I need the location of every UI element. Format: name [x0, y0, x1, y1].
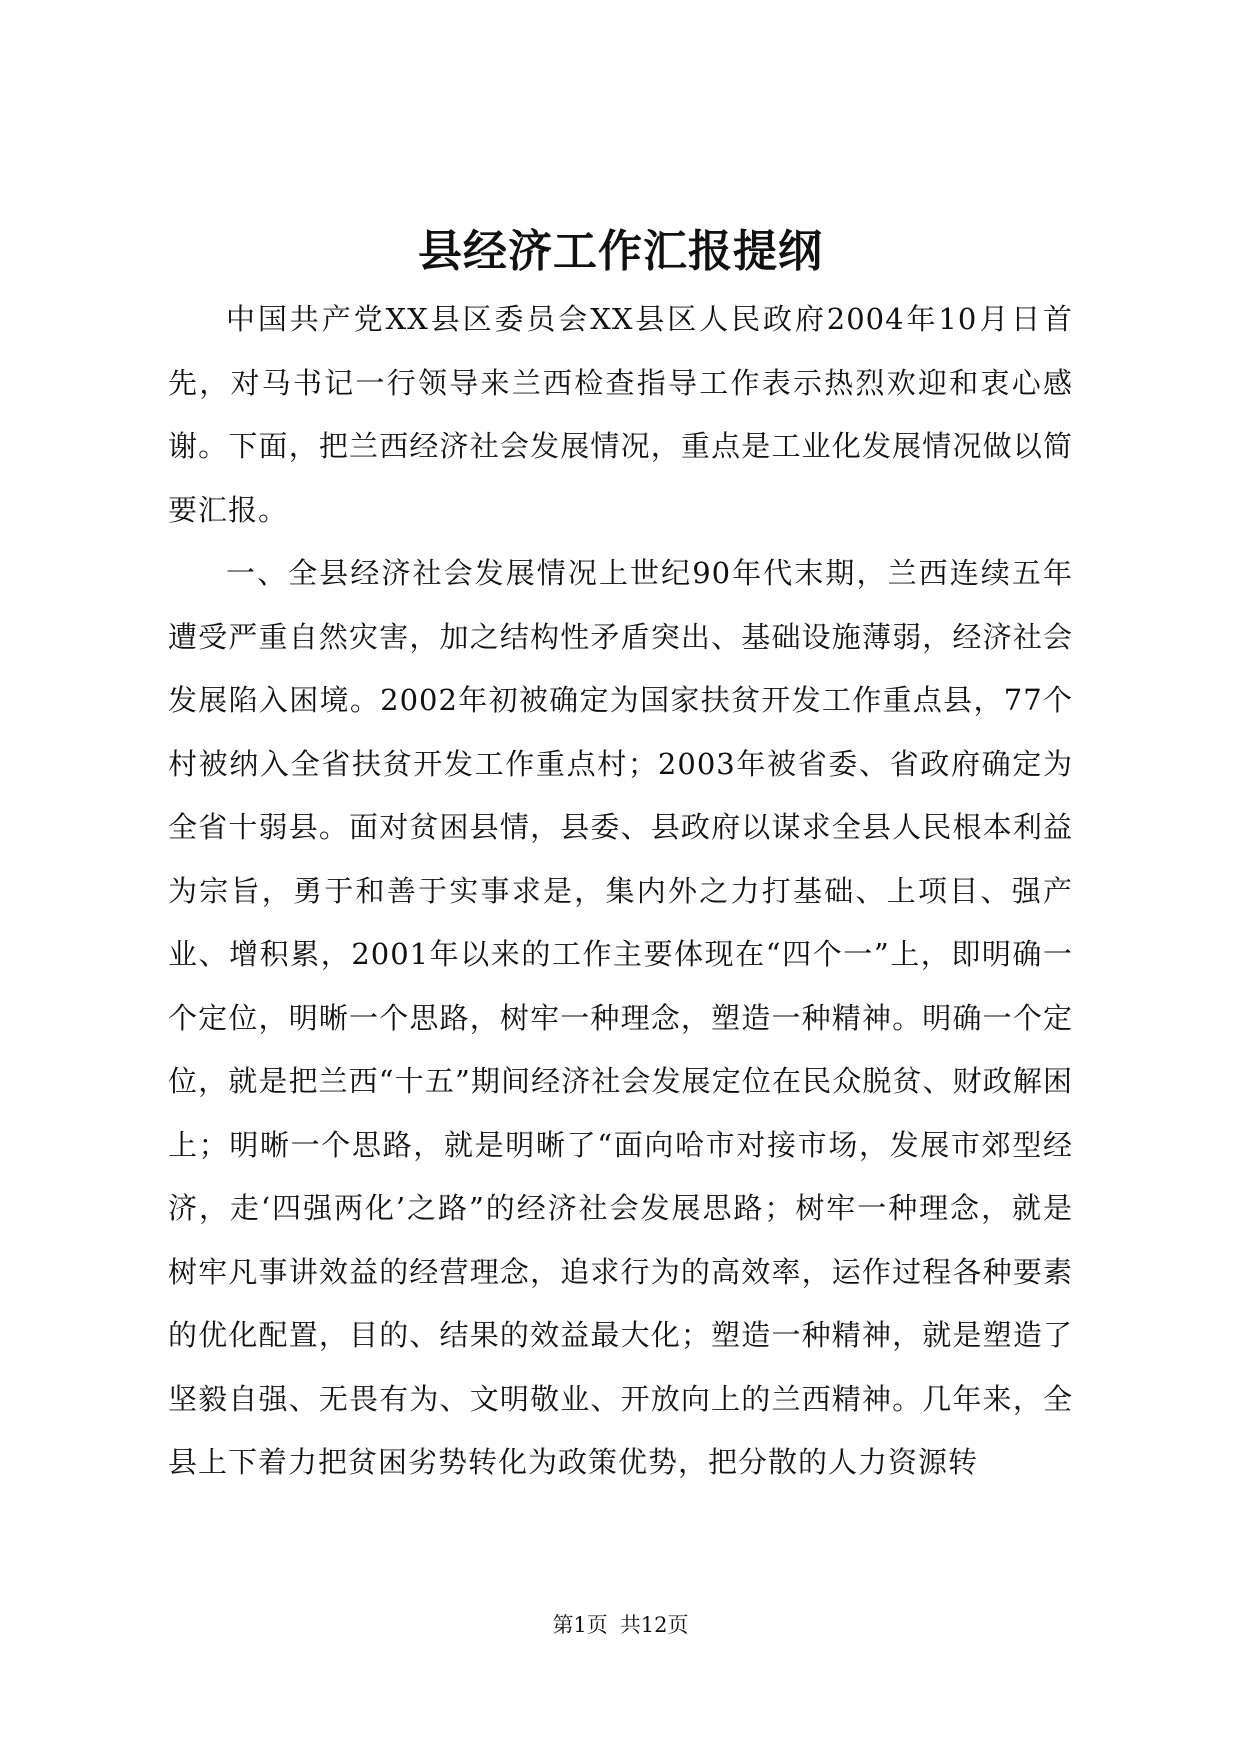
document-title: 县经济工作汇报提纲: [418, 226, 823, 277]
page-total: 共12页: [619, 1613, 689, 1637]
paragraph-section-one: 一、全县经济社会发展情况上世纪90年代末期，兰西连续五年遭受严重自然灾害，加之结构性矛盾突出、基础设施薄弱，经济社会发展陷入困境。2002年初被确定为国家扶贫开发工作重点县，77个村被纳入全省扶贫开发工作重点村；2003年被省委、省政府确定为全省十弱县。面对贫困县情，县委、县政府以谋求全县人民根本利益为宗旨，勇于和善于实事求是，集内外之力打基础、上项目、强产业、增积累，2001年以来的工作主要体现在“四个一”上，即明确一个定位，明晰一个思路，树牢一种理念，塑造一种精神。明确一个定位，就是把兰西“十五”期间经济社会发展定位在民众脱贫、财政解困上；明晰一个思路，就是明晰了“面向哈市对接市场，发展市郊型经济，走‘四强两化’之路”的经济社会发展思路；树牢一种理念，就是树牢凡事讲效益的经营理念，追求行为的高效率，运作过程各种要素的优化配置，目的、结果的效益最大化；塑造一种精神，就是塑造了坚毅自强、无畏有为、文明敬业、开放向上的兰西精神。几年来，全县上下着力把贫困劣势转化为政策优势，把分散的人力资源转: [168, 556, 1073, 1479]
document-body: [168, 288, 1073, 1495]
page-footer: [0, 1611, 1241, 1639]
page-number: 第1页: [552, 1613, 608, 1637]
paragraph-intro: 中国共产党XX县区委员会XX县区人民政府2004年10月日首先，对马书记一行领导来兰西检查指导工作表示热烈欢迎和衷心感谢。下面，把兰西经济社会发展情况，重点是工业化发展情况做以简要汇报。: [168, 302, 1073, 527]
